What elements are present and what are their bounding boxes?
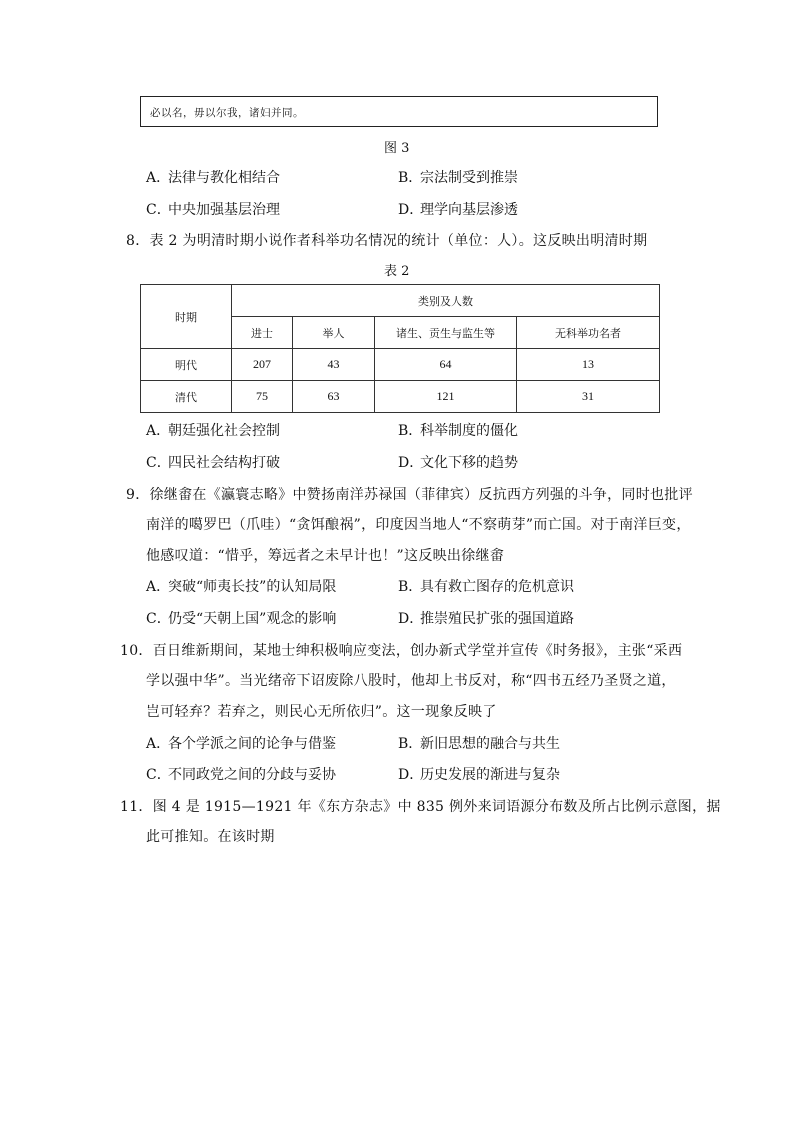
option-letter: C．	[146, 455, 171, 471]
q8-option-a[interactable]	[146, 420, 280, 440]
table-row-period: 清代	[141, 381, 232, 413]
option-text: 宗法制受到推崇	[420, 170, 518, 186]
option-letter: B．	[398, 423, 423, 439]
q9-stem-line: 南洋的噶罗巴（爪哇）“贪饵酿祸”，印度因当地人“不察萌芽”而亡国。对于南洋巨变，	[146, 517, 691, 533]
option-letter: B．	[398, 170, 423, 186]
q11-stem-line: 此可推知。在该时期	[146, 829, 275, 845]
q8-option-d[interactable]	[398, 452, 518, 472]
table-header-period: 时期	[141, 285, 232, 349]
table-header-cell: 无科举功名者	[517, 317, 660, 349]
option-letter: D．	[398, 455, 424, 471]
q9-stem-line: 9．徐继畬在《瀛寰志略》中赞扬南洋苏禄国（菲律宾）反抗西方列强的斗争，同时也批评	[126, 487, 693, 503]
q10-stem-line: 10．百日维新期间，某地士绅积极响应变法，创办新式学堂并宣传《时务报》，主张“采西	[120, 643, 683, 659]
table-row	[141, 349, 660, 381]
option-text: 各个学派之间的论争与借鉴	[168, 736, 336, 752]
q10-stem-line: 岂可轻弃？若弃之，则民心无所依归”。这一现象反映了	[146, 704, 497, 720]
q10-option-a[interactable]	[146, 733, 336, 753]
table-cell: 43	[293, 349, 375, 381]
table-row	[141, 381, 660, 413]
q11-stem-line: 11．图 4 是 1915—1921 年《东方杂志》中 835 例外来词语源分布数及所占比例示意图，据	[120, 799, 721, 815]
option-text: 朝廷强化社会控制	[168, 423, 280, 439]
option-letter: B．	[398, 579, 423, 595]
option-text: 突破“师夷长技”的认知局限	[168, 579, 337, 595]
q10-option-c[interactable]	[146, 764, 336, 784]
figure-3-quote-box	[140, 96, 658, 127]
option-letter: A．	[146, 170, 171, 186]
option-text: 法律与教化相结合	[168, 170, 280, 186]
option-letter: C．	[146, 202, 171, 218]
q7-option-a[interactable]	[146, 167, 280, 187]
option-letter: C．	[146, 767, 171, 783]
option-text: 四民社会结构打破	[168, 455, 280, 471]
q10-stem-line: 学以强中华”。当光绪帝下诏废除八股时，他却上书反对，称“四书五经乃圣贤之道，	[146, 673, 676, 689]
table-header-group: 类别及人数	[232, 285, 660, 317]
option-text: 新旧思想的融合与共生	[420, 736, 560, 752]
table-cell: 63	[293, 381, 375, 413]
table-header-row	[141, 285, 660, 317]
option-text: 科举制度的僵化	[420, 423, 518, 439]
figure-3-quote: 必以名，毋以尔我，诸妇并同。	[150, 107, 304, 119]
table-row-period: 明代	[141, 349, 232, 381]
option-letter: C．	[146, 611, 171, 627]
q9-option-a[interactable]	[146, 576, 336, 596]
option-text: 不同政党之间的分歧与妥协	[168, 767, 336, 783]
option-text: 历史发展的渐进与复杂	[420, 767, 560, 783]
q9-option-d[interactable]	[398, 608, 574, 628]
table-cell: 13	[517, 349, 660, 381]
option-text: 理学向基层渗透	[420, 202, 518, 218]
option-text: 仍受“天朝上国”观念的影响	[168, 611, 337, 627]
figure-3-caption: 图 3	[384, 141, 410, 156]
option-text: 具有救亡图存的危机意识	[420, 579, 574, 595]
table-cell: 75	[232, 381, 293, 413]
table-header-cell: 诸生、贡生与监生等	[375, 317, 517, 349]
q10-option-b[interactable]	[398, 733, 560, 753]
q7-option-c[interactable]	[146, 199, 280, 219]
table-cell: 64	[375, 349, 517, 381]
option-letter: B．	[398, 736, 423, 752]
q8-option-b[interactable]	[398, 420, 518, 440]
table-2-caption: 表 2	[384, 264, 410, 279]
q8-option-c[interactable]	[146, 452, 280, 472]
option-letter: A．	[146, 579, 171, 595]
option-letter: A．	[146, 736, 171, 752]
q9-option-b[interactable]	[398, 576, 574, 596]
q9-option-c[interactable]	[146, 608, 336, 628]
option-letter: D．	[398, 202, 424, 218]
option-text: 中央加强基层治理	[168, 202, 280, 218]
table-cell: 207	[232, 349, 293, 381]
table-header-cell: 举人	[293, 317, 375, 349]
table-cell: 31	[517, 381, 660, 413]
option-text: 文化下移的趋势	[420, 455, 518, 471]
option-letter: D．	[398, 767, 424, 783]
q7-option-b[interactable]	[398, 167, 518, 187]
q8-stem: 8．表 2 为明清时期小说作者科举功名情况的统计（单位：人）。这反映出明清时期	[126, 233, 648, 249]
option-letter: D．	[398, 611, 424, 627]
table-header-cell: 进士	[232, 317, 293, 349]
q7-option-d[interactable]	[398, 199, 518, 219]
option-letter: A．	[146, 423, 171, 439]
table-2	[140, 284, 660, 413]
q10-option-d[interactable]	[398, 764, 560, 784]
option-text: 推崇殖民扩张的强国道路	[420, 611, 574, 627]
table-cell: 121	[375, 381, 517, 413]
q9-stem-line: 他感叹道：“惜乎，筹远者之未早计也！”这反映出徐继畬	[146, 548, 505, 564]
